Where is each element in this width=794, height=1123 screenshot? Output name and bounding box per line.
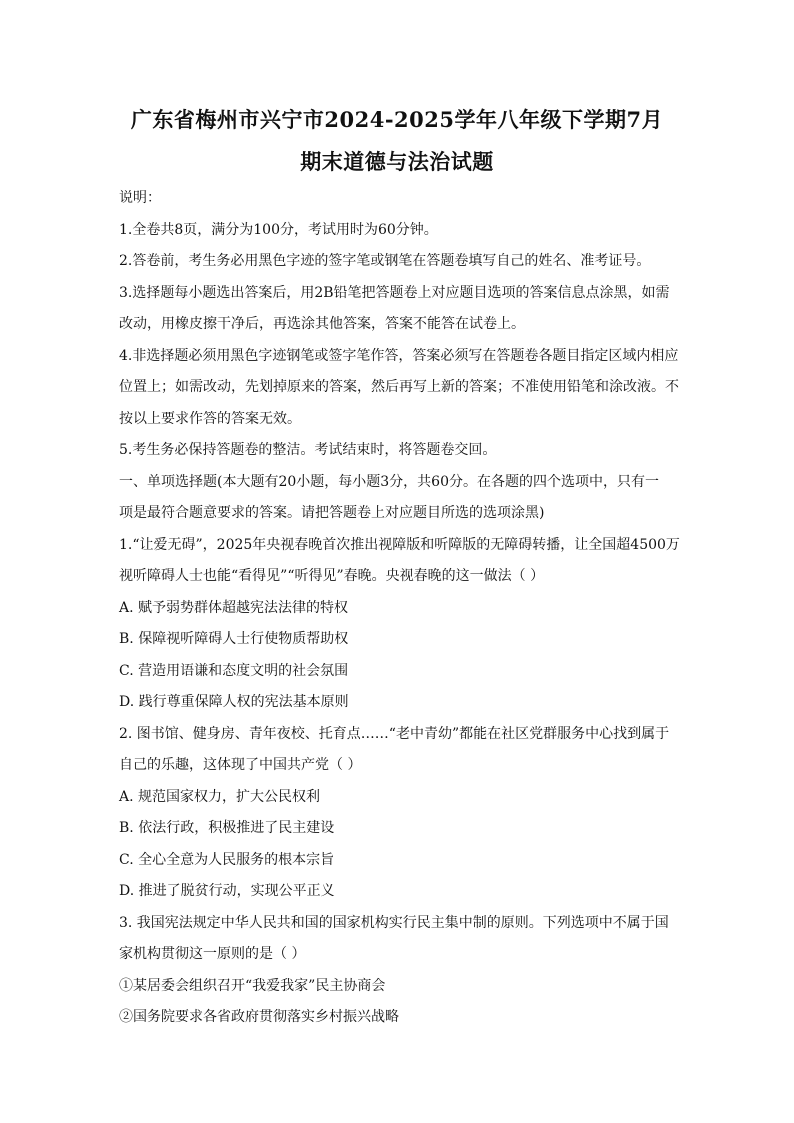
question-1-option-c: C. 营造用语谦和态度文明的社会氛围 bbox=[119, 662, 349, 679]
question-3-item-2: ②国务院要求各省政府贯彻落实乡村振兴战略 bbox=[119, 1009, 399, 1025]
note-line: 改动，用橡皮擦干净后，再选涂其他答案，答案不能答在试卷上。 bbox=[119, 316, 525, 332]
question-2-option-b: B. 依法行政，积极推进了民主建设 bbox=[119, 820, 335, 836]
document-title-line-2: 期末道德与法治试题 bbox=[300, 149, 494, 174]
question-1-option-d: D. 践行尊重保障人权的宪法基本原则 bbox=[119, 694, 349, 710]
section-heading-line: 项是最符合题意要求的答案。请把答题卷上对应题目所选的选项涂黑) bbox=[119, 505, 545, 521]
question-2-option-c: C. 全心全意为人民服务的根本宗旨 bbox=[119, 851, 335, 868]
question-2-option-a: A. 规范国家权力，扩大公民权利 bbox=[119, 788, 321, 805]
section-heading-line: 一、单项选择题(本大题有20小题，每小题3分，共60分。在各题的四个选项中，只有一 bbox=[119, 473, 659, 490]
question-3-stem: 3. 我国宪法规定中华人民共和国的国家机构实行民主集中制的原则。下列选项中不属于国 bbox=[119, 914, 669, 931]
question-3-item-1: ①某居委会组织召开“我爱我家”民主协商会 bbox=[119, 977, 386, 994]
question-1-option-a: A. 赋予弱势群体超越宪法法律的特权 bbox=[119, 599, 349, 616]
question-2-stem: 自己的乐趣，这体现了中国共产党（ ） bbox=[119, 757, 362, 773]
document-body bbox=[119, 183, 684, 1034]
note-line: 4.非选择题必须用黑色字迹钢笔或签字笔作答，答案必须写在答题卷各题目指定区域内相应 bbox=[119, 347, 679, 364]
note-line: 2.答卷前，考生务必用黑色字迹的签字笔或钢笔在答题卷填写自己的姓名、准考证号。 bbox=[119, 253, 651, 269]
note-line: 5.考生务必保持答题卷的整洁。考试结束时，将答题卷交回。 bbox=[119, 442, 497, 458]
question-2-stem: 2. 图书馆、健身房、青年夜校、托育点……“老中青幼”都能在社区党群服务中心找到属于 bbox=[119, 725, 670, 742]
note-line: 1.全卷共8页，满分为100分，考试用时为60分钟。 bbox=[119, 221, 438, 238]
note-line: 按以上要求作答的答案无效。 bbox=[119, 410, 301, 427]
notes-heading: 说明： bbox=[119, 190, 161, 206]
question-1-stem: 视听障碍人士也能“看得见”“听得见”春晚。央视春晚的这一做法（ ） bbox=[119, 568, 545, 584]
question-2-option-d: D. 推进了脱贫行动，实现公平正义 bbox=[119, 883, 335, 899]
question-3-stem: 家机构贯彻这一原则的是（ ） bbox=[119, 946, 306, 962]
note-line: 3.选择题每小题选出答案后，用2B铅笔把答题卷上对应题目选项的答案信息点涂黑，如需 bbox=[119, 284, 670, 301]
question-1-option-b: B. 保障视听障碍人士行使物质帮助权 bbox=[119, 631, 349, 647]
note-line: 位置上；如需改动，先划掉原来的答案，然后再写上新的答案；不准使用铅笔和涂改液。不 bbox=[119, 379, 679, 395]
document-title-line-1: 广东省梅州市兴宁市2024-2025学年八年级下学期7月 bbox=[130, 107, 664, 132]
question-1-stem: 1.“让爱无碍”，2025年央视春晚首次推出视障版和听障版的无障碍转播，让全国超4500万 bbox=[119, 536, 680, 553]
